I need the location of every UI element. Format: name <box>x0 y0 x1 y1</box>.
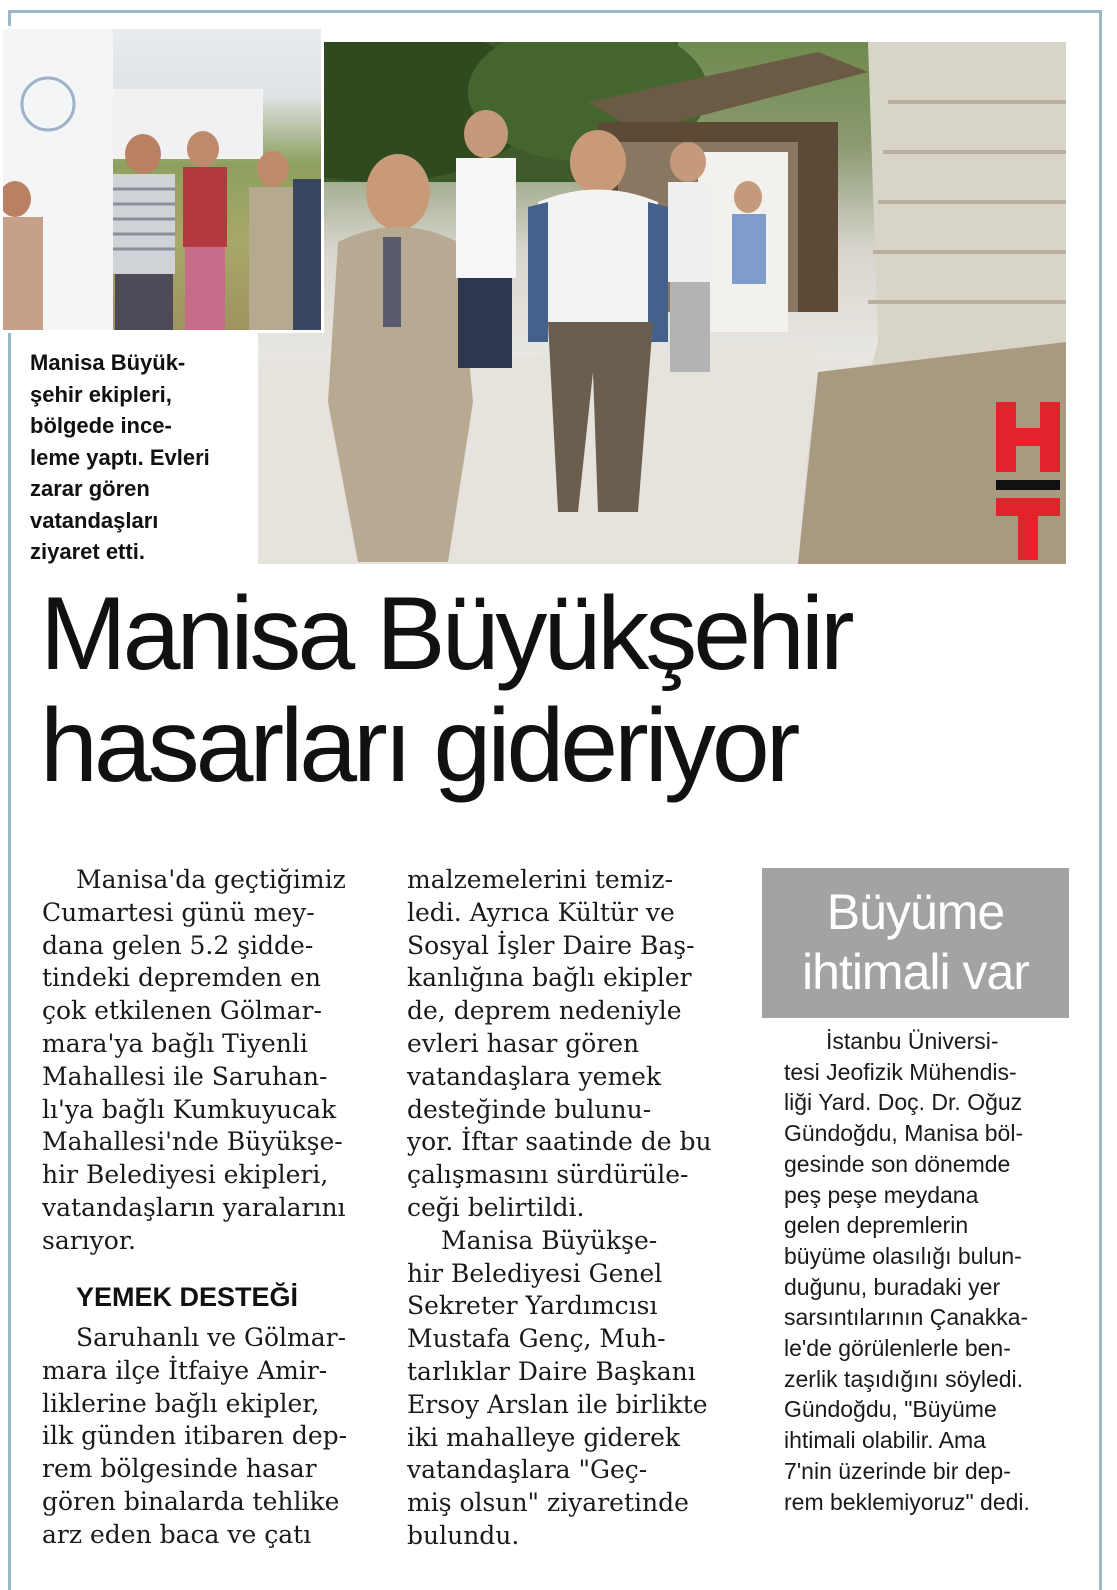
article-paragraph: malzemelerini temiz- ledi. Ayrıca Kültür ve Sosyal İşler Daire Baş- kanlığına bağlı ekipler de, deprem nedeniyle evleri hasar gören vatandaşlara yemek desteğinde bulunu- yor. İftar saatinde de bu çalışmasını sürdürüle- ceği belirtildi. <box>407 865 712 1222</box>
sidebar-body <box>784 1026 1049 1517</box>
sidebar-paragraph: İstanbu Üniversi- tesi Jeofizik Mühendis- liği Yard. Doç. Dr. Oğuz Gündoğdu, Manisa böl- gesinde son dönemde peş peşe meydana gelen depremlerin büyüme olasılığı bulun- duğunu, buradaki yer sarsıntılarının Çanakka- le'de görülenlerle ben- zerlik taşıdığını söyledi. Gündoğdu, "Büyüme ihtimali olabilir. Ama 7'nin üzerinde bir dep- rem beklemiyoruz" dedi. <box>784 1028 1030 1515</box>
main-photo <box>258 42 1066 564</box>
article-column-2 <box>407 864 747 1553</box>
article-paragraph: Manisa'da geçtiğimiz Cumartesi günü mey- dana gelen 5.2 şidde- tindeki depremden en çok etkilenen Gölmar- mara'ya bağlı Tiyenli Mahallesi ile Saruhan- lı'ya bağlı Kumkuyucak Mahallesi'nde Büyükşe- hir Belediyesi ekipleri, vatandaşların yaralarını sarıyor. <box>42 865 346 1255</box>
article-paragraph: Manisa Büyükşe- hir Belediyesi Genel Sekreter Yardımcısı Mustafa Genç, Muh- tarlıklar Daire Başkanı Ersoy Arslan ile birlikte iki mahalleye giderek vatandaşlara "Geç- miş olsun" ziyaretinde bulundu. <box>407 1225 708 1550</box>
main-photo-scene <box>258 42 1066 564</box>
headline: Manisa Büyükşehir hasarları gideriyor <box>40 576 851 804</box>
sidebar-title: Büyüme ihtimali var <box>802 884 1029 1000</box>
article-paragraph: Saruhanlı ve Gölmar- mara ilçe İtfaiye Amir- liklerine bağlı ekipler, ilk günden itibaren dep- rem bölgesinde hasar gören binalarda tehlike arz eden baca ve çatı <box>42 1323 348 1549</box>
sidebar-title-box <box>762 868 1069 1018</box>
subheading-yemek-destegi: YEMEK DESTEĞİ <box>76 1282 299 1312</box>
article-column-1-continued <box>42 1322 382 1552</box>
photo-caption: Manisa Büyük- şehir ekipleri, bölgede ince- leme yaptı. Evleri zarar gören vatandaşları ziyaret etti. <box>30 350 210 564</box>
article-column-1 <box>42 864 382 1258</box>
inset-photo <box>0 26 324 333</box>
ht-logo <box>996 402 1060 560</box>
inset-photo-scene <box>3 29 321 330</box>
